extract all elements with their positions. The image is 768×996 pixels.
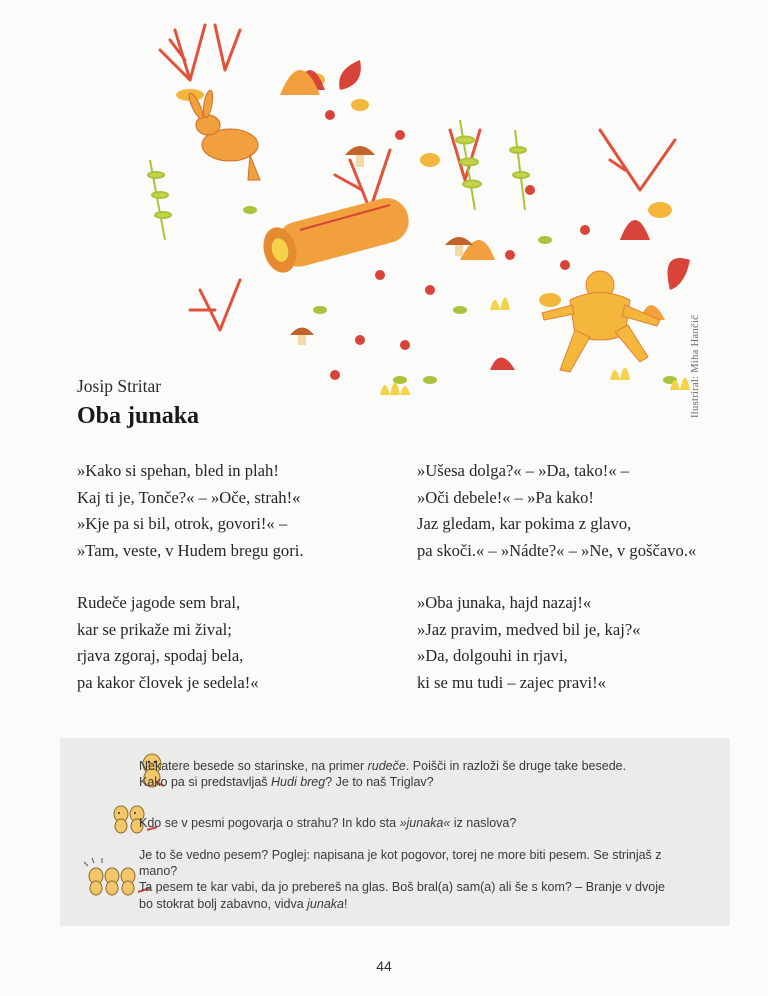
verse-line: »Tam, veste, v Hudem bregu gori. [77,540,304,560]
task-3-text [139,847,679,912]
verse-line: »Jaz pravim, medved bil je, kaj?« [417,619,641,639]
verse-line: »Oči debele!« – »Pa kako! [417,487,594,507]
verse-line: »Da, dolgouhi in rjavi, [417,646,568,666]
verse-line: rjava zgoraj, spodaj bela, [77,646,244,666]
stanza-1 [77,458,304,564]
forest-illustration [130,10,700,410]
page-number: 44 [376,958,392,974]
stanza-4 [417,590,640,696]
task-text: Nekatere besede so starinske, na primer [139,759,368,773]
task-text: iz naslova? [450,816,517,830]
verse-line: pa kakor človek je sedela!« [77,672,259,692]
verse-line: »Oba junaka, hajd nazaj!« [417,593,592,612]
verse-line: pa skoči.« – »Nádte?« – »Ne, v goščavo.« [417,540,697,560]
task-text: ? Je to naš Triglav? [325,775,434,790]
verse-line: »Kje pa si bil, otrok, govori!« – [77,514,288,534]
stanza-3 [77,590,259,696]
task-text: Kako pa si predstavljaš [139,775,272,790]
highlighted-word: rudeče [367,759,406,773]
poem-title: Oba junaka [77,403,200,429]
highlighted-word: Hudi breg [271,775,326,790]
task-text: ! [344,896,348,911]
task-2-text [139,815,679,831]
verse-line: »Ušesa dolga?« – »Da, tako!« – [417,461,629,480]
highlighted-word: »junaka« [399,816,451,830]
highlighted-word: junaka [307,896,344,911]
stanza-2 [417,458,696,564]
verse-line: »Kako si spehan, bled in plah! [77,461,279,480]
task-text: . Poišči in razloži še druge take besede. [405,759,627,773]
task-text: Ta pesem te kar vabi, da jo prebereš na glas. Boš bral(a) sam(a) ali še s kom? – Branje v dvoje bo stokrat bolj zabavno, vidva [139,880,665,911]
task-text: Kdo se v pesmi pogovarja o strahu? In kdo sta [139,816,400,830]
verse-line: ki se mu tudi – zajec pravi!« [417,672,606,692]
illustration-credit: Ilustriral: Miha Hančič [690,314,701,418]
verse-line: Rudeče jagode sem bral, [77,593,241,612]
verse-line: Kaj ti je, Tonče?« – »Oče, strah!« [77,487,301,507]
verse-line: Jaz gledam, kar pokima z glavo, [417,514,632,534]
poem-author: Josip Stritar [77,376,162,396]
task-1-text [139,758,679,790]
task-text: Je to še vedno pesem? Poglej: napisana je kot pogovor, torej ne more biti pesem. Se strinjaš z mano? [139,848,662,879]
verse-line: kar se prikaže mi žival; [77,619,232,639]
